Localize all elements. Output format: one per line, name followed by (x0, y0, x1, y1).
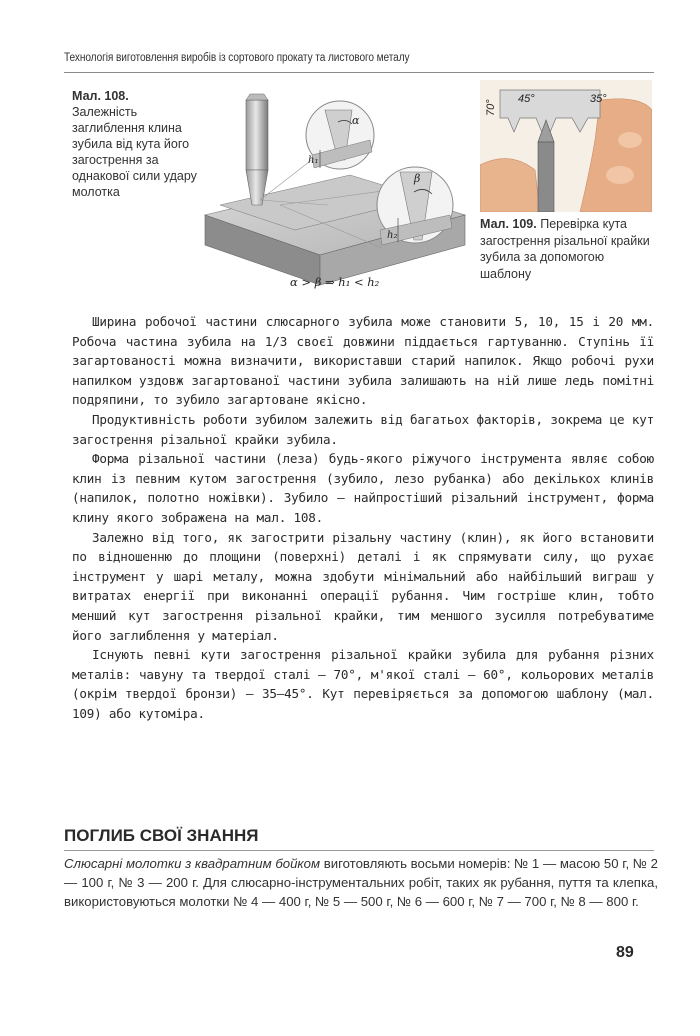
h2-label: h₂ (387, 230, 398, 241)
chisel-body (246, 100, 268, 170)
header-divider (64, 72, 654, 73)
angle-70-label: 70° (485, 99, 497, 116)
beta-label: β (414, 172, 421, 185)
body-text (72, 312, 654, 723)
section-title: ПОГЛИБ СВОЇ ЗНАННЯ (64, 826, 259, 845)
figure-109-label: Мал. 109. (480, 217, 537, 231)
figure-109-caption-text: Перевірка кута загострення різальної крайки зубила за допомогою шаблону (480, 217, 650, 281)
figure-108-formula: α > β ⇒ h₁ < h₂ (290, 275, 380, 289)
deepen-body: виготовляють восьми номерів: № 1 — масою 50 г, № 2 — 100 г, № 3 — 200 г. Для слюсарно-інструментальних робіт, таких як рубання, пуття та клепка, використовуються молотки № 4 — 400 г, № 5 — 500 г, № 6 — 600 г, № 7 — 700 г, № 8 — 800 г. (64, 856, 658, 909)
deepen-lead: Слюсарні молотки з квадратним бойком (64, 856, 321, 871)
paragraph: Залежно від того, як загострити різальну частину (клин), як його встановити по відношенню до площини (поверхні) деталі і як спрямувати силу, що рухає інструмент у шарі металу, можна здобути мінімальний або найбільший виграш у витратах енергії при виконанні операції рубання. Чим гостріше клин, тобто менший кут загострення різальної крайки, тим меншого зусилля потребуватиме його заглиблення у матеріал. (72, 529, 654, 643)
angle-45-label: 45° (518, 93, 535, 105)
paragraph: Ширина робочої частини слюсарного зубила може становити 5, 10, 15 і 20 мм. Робоча частина зубила на 1/3 своєї довжини піддається гартуванню. Ступінь її загартованості можна визначити, використавши старий напилок. Якщо робочі рухи напилком уздовж загартованої частини зубила залишають на ній лише ледь помітні подряпини, то зубило загартоване якісно. (72, 314, 654, 408)
paragraph: Існують певні кути загострення різальної крайки зубила для рубання різних металів: чавуну та твердої сталі — 70°, м'якої сталі — 60°, кольорових металів (окрім твердої бронзи) — 35–45°. Кут перевіряється за допомогою шаблону (мал. 109) або кутоміра. (72, 647, 654, 721)
figure-108-caption (72, 88, 202, 200)
figure-108-label: Мал. 108. (72, 89, 129, 103)
running-header: Технологія виготовлення виробів із сортового прокату та листового металу (64, 52, 410, 64)
angle-35-label: 35° (590, 93, 607, 105)
alpha-label: α (352, 114, 360, 127)
figure-109-caption (480, 216, 655, 282)
paragraph: Форма різальної частини (леза) будь-якого ріжучого інструмента являє собою клин із певним кутом загострення (зубило, лезо рубанка) або декількох клинів (напилок, полотно ножівки). Зубило — найпростіший різальний інструмент, форма клину якого зображена на мал. 108. (72, 451, 654, 525)
figure-108-illustration (200, 80, 470, 300)
page-number: 89 (616, 944, 634, 961)
paragraph: Продуктивність роботи зубилом залежить від багатьох факторів, зокрема це кут загострення різальної крайки зубила. (72, 411, 654, 447)
chisel-body-109 (538, 142, 554, 212)
section-divider (64, 850, 654, 851)
h1-label: h₁ (308, 155, 319, 166)
figure-108-caption-text: Залежність заглиблення клина зубила від кута його загострення за однакової сили удару молотка (72, 105, 197, 199)
deepen-text (64, 855, 658, 911)
figure-109-illustration (480, 80, 652, 212)
